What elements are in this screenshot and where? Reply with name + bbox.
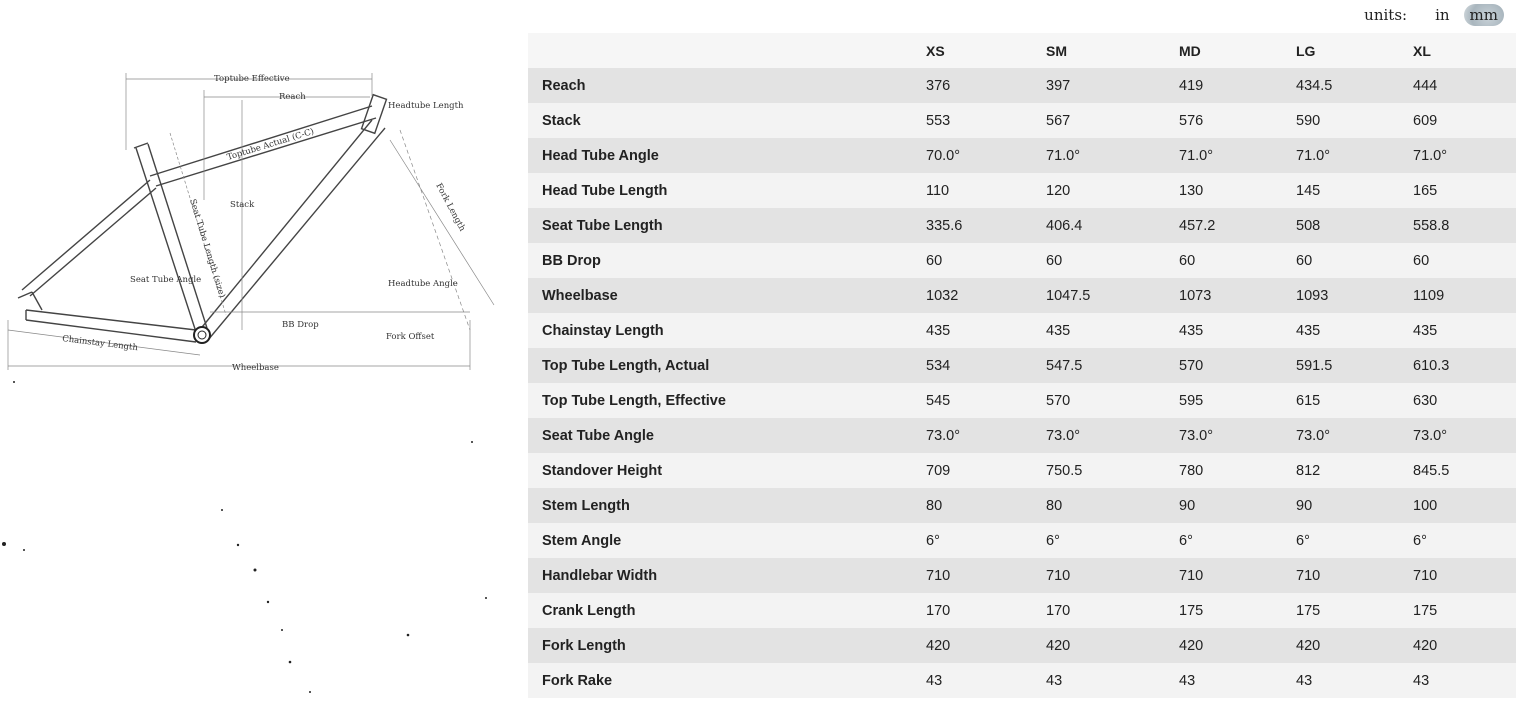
cell-lg: 590 [1282,103,1399,138]
cell-xl: 43 [1399,663,1516,698]
cell-xl: 435 [1399,313,1516,348]
row-label: Fork Length [528,628,912,663]
cell-sm: 43 [1032,663,1165,698]
units-switcher [1364,4,1504,26]
cell-md: 1073 [1165,278,1282,313]
units-label: units: [1364,6,1408,24]
size-header-xs: XS [912,33,1032,68]
cell-xs: 43 [912,663,1032,698]
diagram-label-headtube-length: Headtube Length [388,101,464,111]
diagram-label-fork-length: Fork Length [433,181,468,234]
row-label: Top Tube Length, Actual [528,348,912,383]
cell-xs: 70.0° [912,138,1032,173]
table-row [528,243,1516,278]
cell-xl: 100 [1399,488,1516,523]
cell-lg: 6° [1282,523,1399,558]
table-header-blank [528,33,912,68]
table-row [528,418,1516,453]
cell-sm: 60 [1032,243,1165,278]
bike-frame-drawing [0,30,500,380]
cell-sm: 750.5 [1032,453,1165,488]
cell-sm: 73.0° [1032,418,1165,453]
table-row [528,523,1516,558]
table-body [528,68,1516,698]
cell-lg: 435 [1282,313,1399,348]
table-row [528,278,1516,313]
cell-xs: 110 [912,173,1032,208]
table-row [528,453,1516,488]
cell-xl: 165 [1399,173,1516,208]
cell-xs: 80 [912,488,1032,523]
scan-specks [0,380,500,700]
cell-md: 780 [1165,453,1282,488]
cell-xs: 335.6 [912,208,1032,243]
diagram-label-seat-tube-length: Seat Tube Length (size) [187,197,227,300]
cell-xl: 60 [1399,243,1516,278]
cell-xs: 1032 [912,278,1032,313]
diagram-label-headtube-angle: Headtube Angle [388,279,458,289]
cell-md: 710 [1165,558,1282,593]
table-row [528,593,1516,628]
diagram-label-toptube-effective: Toptube Effective [214,74,290,84]
geometry-diagram [0,30,500,380]
cell-sm: 1047.5 [1032,278,1165,313]
cell-sm: 80 [1032,488,1165,523]
row-label: Crank Length [528,593,912,628]
cell-md: 570 [1165,348,1282,383]
cell-md: 71.0° [1165,138,1282,173]
geometry-table [528,33,1516,698]
cell-xs: 420 [912,628,1032,663]
cell-xl: 175 [1399,593,1516,628]
table-row [528,173,1516,208]
cell-lg: 710 [1282,558,1399,593]
cell-lg: 60 [1282,243,1399,278]
table-row [528,208,1516,243]
cell-md: 435 [1165,313,1282,348]
cell-lg: 43 [1282,663,1399,698]
row-label: Reach [528,68,912,103]
cell-xl: 710 [1399,558,1516,593]
cell-xs: 534 [912,348,1032,383]
diagram-label-toptube-actual: Toptube Actual (C-C) [225,126,316,163]
row-label: BB Drop [528,243,912,278]
diagram-label-bb-drop: BB Drop [282,320,319,330]
table-row [528,628,1516,663]
cell-md: 420 [1165,628,1282,663]
cell-xs: 6° [912,523,1032,558]
cell-xl: 1109 [1399,278,1516,313]
cell-lg: 591.5 [1282,348,1399,383]
row-label: Seat Tube Length [528,208,912,243]
cell-md: 60 [1165,243,1282,278]
diagram-label-fork-offset: Fork Offset [386,332,435,342]
cell-md: 576 [1165,103,1282,138]
cell-sm: 120 [1032,173,1165,208]
cell-xs: 553 [912,103,1032,138]
row-label: Fork Rake [528,663,912,698]
cell-md: 90 [1165,488,1282,523]
cell-md: 419 [1165,68,1282,103]
row-label: Wheelbase [528,278,912,313]
row-label: Handlebar Width [528,558,912,593]
table-row [528,68,1516,103]
diagram-label-stack: Stack [230,200,255,210]
cell-lg: 175 [1282,593,1399,628]
cell-sm: 547.5 [1032,348,1165,383]
cell-xl: 6° [1399,523,1516,558]
table-row [528,138,1516,173]
cell-lg: 434.5 [1282,68,1399,103]
cell-xs: 710 [912,558,1032,593]
cell-xl: 630 [1399,383,1516,418]
cell-xs: 73.0° [912,418,1032,453]
cell-xl: 420 [1399,628,1516,663]
diagram-label-wheelbase: Wheelbase [232,363,279,373]
cell-md: 43 [1165,663,1282,698]
cell-xl: 609 [1399,103,1516,138]
units-option-in[interactable]: in [1435,6,1450,24]
cell-xs: 545 [912,383,1032,418]
row-label: Top Tube Length, Effective [528,383,912,418]
row-label: Head Tube Angle [528,138,912,173]
cell-lg: 1093 [1282,278,1399,313]
cell-lg: 812 [1282,453,1399,488]
row-label: Seat Tube Angle [528,418,912,453]
cell-md: 6° [1165,523,1282,558]
cell-lg: 145 [1282,173,1399,208]
cell-xl: 558.8 [1399,208,1516,243]
size-header-lg: LG [1282,33,1399,68]
cell-lg: 71.0° [1282,138,1399,173]
row-label: Head Tube Length [528,173,912,208]
cell-sm: 435 [1032,313,1165,348]
cell-xs: 170 [912,593,1032,628]
cell-md: 73.0° [1165,418,1282,453]
cell-lg: 508 [1282,208,1399,243]
units-option-mm[interactable]: mm [1464,4,1504,26]
diagram-label-reach: Reach [279,92,306,102]
cell-xs: 435 [912,313,1032,348]
cell-sm: 710 [1032,558,1165,593]
cell-md: 130 [1165,173,1282,208]
diagram-label-chainstay-length: Chainstay Length [61,334,139,354]
cell-sm: 170 [1032,593,1165,628]
table-row [528,558,1516,593]
cell-sm: 570 [1032,383,1165,418]
cell-md: 457.2 [1165,208,1282,243]
cell-sm: 420 [1032,628,1165,663]
table-row [528,383,1516,418]
table-row [528,103,1516,138]
cell-sm: 406.4 [1032,208,1165,243]
cell-lg: 73.0° [1282,418,1399,453]
row-label: Standover Height [528,453,912,488]
cell-md: 175 [1165,593,1282,628]
cell-sm: 397 [1032,68,1165,103]
cell-xl: 71.0° [1399,138,1516,173]
size-header-sm: SM [1032,33,1165,68]
table-row [528,663,1516,698]
size-header-xl: XL [1399,33,1516,68]
row-label: Chainstay Length [528,313,912,348]
cell-lg: 615 [1282,383,1399,418]
table-header-row [528,33,1516,68]
row-label: Stem Angle [528,523,912,558]
cell-lg: 90 [1282,488,1399,523]
row-label: Stem Length [528,488,912,523]
table-row [528,348,1516,383]
table-row [528,313,1516,348]
cell-xs: 709 [912,453,1032,488]
cell-xs: 60 [912,243,1032,278]
cell-lg: 420 [1282,628,1399,663]
cell-xl: 845.5 [1399,453,1516,488]
size-header-md: MD [1165,33,1282,68]
cell-xl: 610.3 [1399,348,1516,383]
cell-xs: 376 [912,68,1032,103]
table-row [528,488,1516,523]
diagram-label-seat-tube-angle: Seat Tube Angle [130,275,202,285]
cell-sm: 567 [1032,103,1165,138]
cell-xl: 444 [1399,68,1516,103]
row-label: Stack [528,103,912,138]
cell-sm: 71.0° [1032,138,1165,173]
cell-xl: 73.0° [1399,418,1516,453]
cell-md: 595 [1165,383,1282,418]
cell-sm: 6° [1032,523,1165,558]
